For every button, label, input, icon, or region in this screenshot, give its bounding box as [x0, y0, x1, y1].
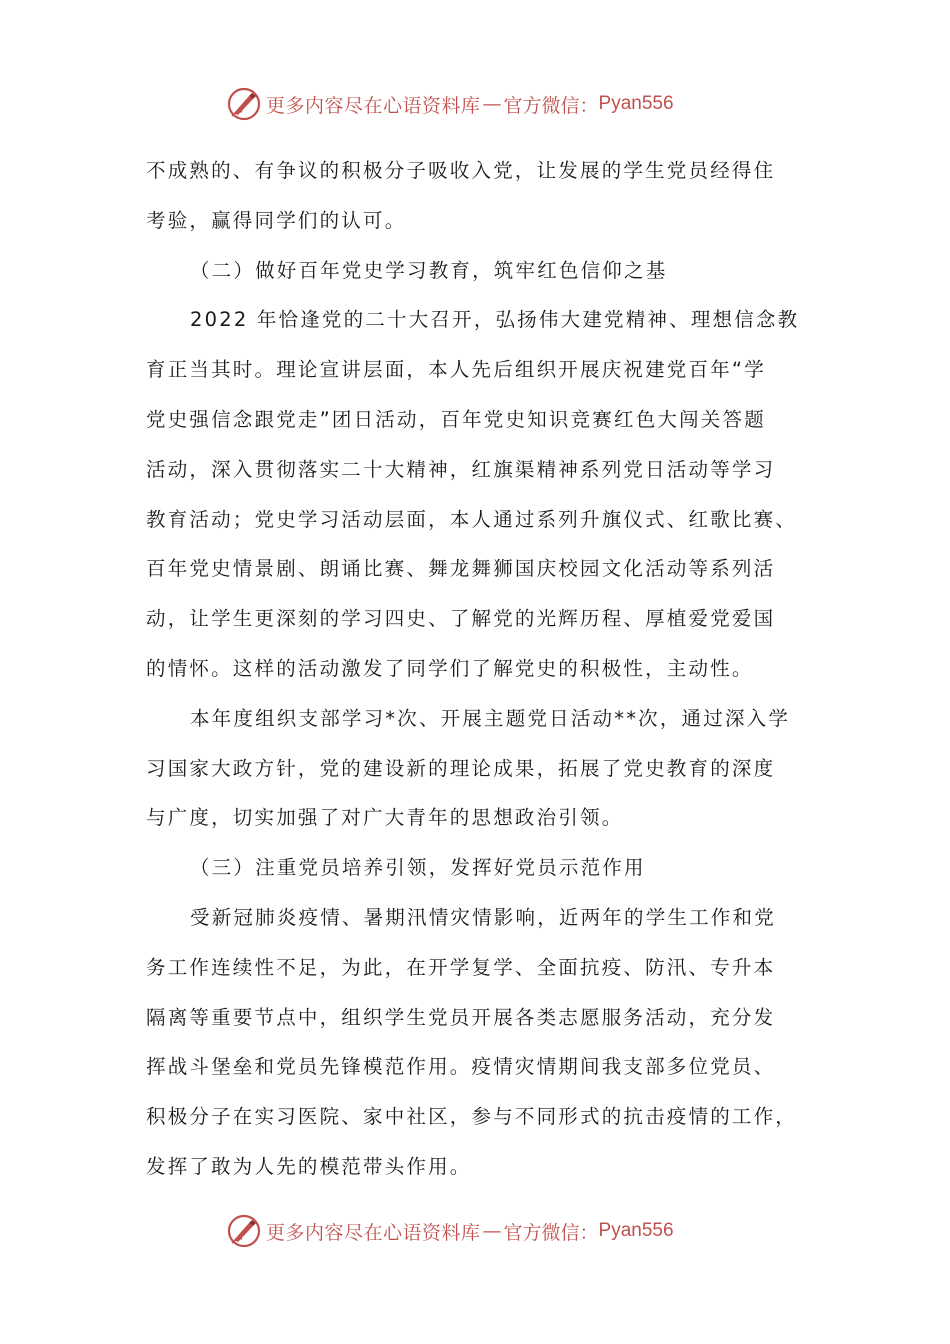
text-line: 受新冠肺炎疫情、暑期汛情灾情影响，近两年的学生工作和党	[190, 905, 776, 929]
text-line: 考验，赢得同学们的认可。	[146, 208, 407, 232]
text-line: 党史强信念跟党走”团日活动，百年党史知识竞赛红色大闯关答题	[146, 407, 766, 431]
brand-dash: —	[482, 1220, 502, 1242]
footer-watermark-banner	[226, 1211, 726, 1251]
text-line: 务工作连续性不足，为此，在开学复学、全面抗疫、防汛、专升本	[146, 955, 776, 979]
text-line: 本年度组织支部学习*次、开展主题党日活动**次，通过深入学	[190, 706, 791, 730]
text-line: 百年党史情景剧、朗诵比赛、舞龙舞狮国庆校园文化活动等系列活	[146, 557, 776, 581]
text-line: 挥战斗堡垒和党员先锋模范作用。疫情灾情期间我支部多位党员、	[146, 1055, 776, 1079]
text-line: 活动，深入贯彻落实二十大精神，红旗渠精神系列党日活动等学习	[146, 457, 776, 481]
text-line: 隔离等重要节点中，组织学生党员开展各类志愿服务活动，充分发	[146, 1005, 776, 1029]
section-heading-2: （二）做好百年党史学习教育，筑牢红色信仰之基	[190, 258, 668, 282]
wechat-label: 官方微信：	[503, 94, 599, 117]
pen-logo-icon	[226, 1213, 262, 1249]
brand-text: 更多内容尽在心语资料库	[266, 94, 481, 117]
document-body	[146, 146, 811, 1192]
text-line: 发挥了敢为人先的模范带头作用。	[146, 1154, 472, 1178]
brand-dash: —	[482, 93, 502, 115]
text-line: 2022 年恰逢党的二十大召开，弘扬伟大建党精神、理想信念教	[190, 308, 800, 332]
text-line: 积极分子在实习医院、家中社区，参与不同形式的抗击疫情的工作，	[146, 1105, 798, 1129]
wechat-id: Pyan556	[598, 1220, 674, 1241]
text-line: 与广度，切实加强了对广大青年的思想政治引领。	[146, 806, 624, 830]
text-line: 不成熟的、有争议的积极分子吸收入党，让发展的学生党员经得住	[146, 159, 776, 182]
header-watermark-banner	[226, 84, 726, 124]
wechat-id: Pyan556	[598, 93, 674, 114]
brand-text: 更多内容尽在心语资料库	[266, 1221, 481, 1244]
text-line: 习国家大政方针，党的建设新的理论成果，拓展了党史教育的深度	[146, 756, 776, 780]
text-line: 教育活动；党史学习活动层面，本人通过系列升旗仪式、红歌比赛、	[146, 507, 798, 531]
section-heading-3: （三）注重党员培养引领，发挥好党员示范作用	[190, 856, 646, 880]
text-line: 育正当其时。理论宣讲层面，本人先后组织开展庆祝建党百年“学	[146, 358, 766, 382]
text-line: 的情怀。这样的活动激发了同学们了解党史的积极性，主动性。	[146, 656, 754, 680]
pen-logo-icon	[226, 86, 262, 122]
wechat-label: 官方微信：	[503, 1221, 599, 1244]
text-line: 动，让学生更深刻的学习四史、了解党的光辉历程、厚植爱党爱国	[146, 607, 776, 631]
